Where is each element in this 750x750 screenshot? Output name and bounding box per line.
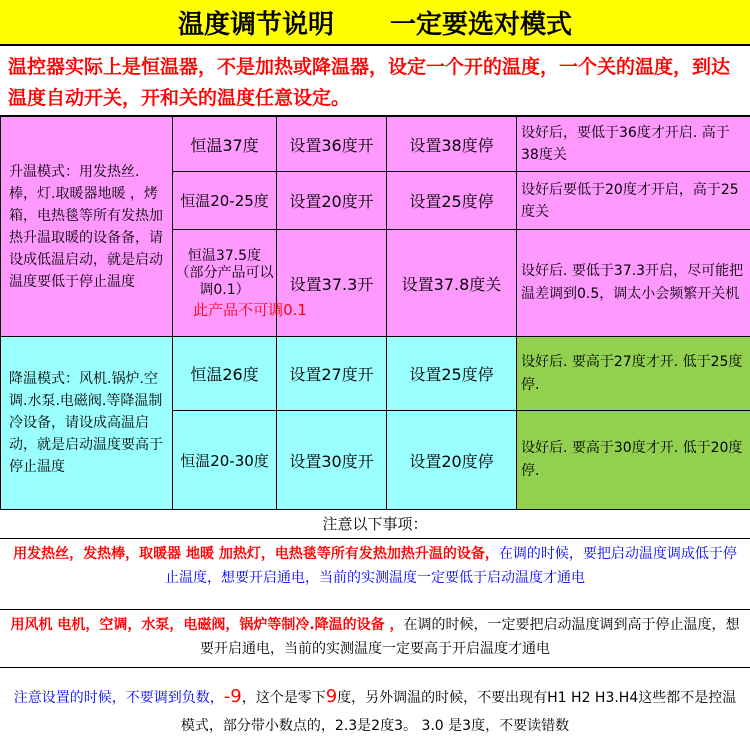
cooling-note: 设好后. 要高于27度才开. 低于25度停.: [517, 337, 750, 411]
heating-note: 设好后要低于20度才开启，高于25度关: [517, 172, 750, 230]
notice-setting-c: 度，另外调温的时候，不要出现有H1 H2 H3.H4这些都不是控温模式，部分带小数点的，2.3是2度3。 3.0 是3度，不要读错数: [180, 690, 737, 734]
intro-text: 温控器实际上是恒温器，不是加热或降温器，设定一个开的温度，一个关的温度，到达温度自动开关，开和关的温度任意设定。: [0, 48, 750, 116]
heating-on: 设置37.3开: [277, 230, 387, 337]
cooling-mode-description: 降温模式：风机.锅炉.空调.水泵.电磁阀.等降温制冷设备，请设成高温启动，就是启动温度要高于停止温度: [1, 337, 173, 510]
heating-target: 恒温20-25度: [173, 172, 277, 230]
precision-warning: 此产品不可调0.1: [193, 301, 307, 319]
heating-on: 设置36度开: [277, 117, 387, 172]
cooling-row-1: [1, 337, 750, 411]
notice-heading: 注意以下事项：: [0, 509, 750, 539]
cooling-target: 恒温20-30度: [173, 411, 277, 510]
title-right: 一定要选对模式: [390, 9, 573, 40]
page-title: [0, 0, 750, 46]
notice-cooling-devices: 用风机 电机，空调，水泵，电磁阀，锅炉等制冷.降温的设备 ，: [10, 617, 404, 633]
heating-target: 恒温37.5度（部分产品可以调0.1）: [175, 248, 274, 298]
cooling-on: 设置27度开: [277, 337, 387, 411]
cooling-on: 设置30度开: [277, 411, 387, 510]
heating-on: 设置20度开: [277, 172, 387, 230]
notice-setting-paragraph: [0, 680, 750, 744]
cooling-target: 恒温26度: [173, 337, 277, 411]
heating-off: 设置37.8度关: [387, 230, 517, 337]
heating-note: 设好后. 要低于37.3开启，尽可能把温差调到0.5，调太小会频繁开关机: [517, 230, 750, 337]
heating-target-cell: [173, 230, 307, 337]
heating-mode-description: 升温模式：用发热丝.棒，灯.取暖器地暖 ，烤箱，电热毯等所有发热加热升温取暖的设备备，请设成低温启动，就是启动温度要低于停止温度: [1, 117, 173, 337]
notice-setting-a: 注意设置的时候，不要调到负数，: [13, 690, 224, 706]
heating-row-1: [1, 117, 750, 172]
negative-example: -9: [223, 686, 242, 707]
notice-heating-devices: 用发热丝，发热棒，取暖器 地暖 加热灯，电热毯等所有发热加热升温的设备，: [13, 546, 499, 562]
settings-table: [0, 116, 750, 510]
notice-heating-paragraph: [0, 539, 750, 610]
heating-off: 设置38度停: [387, 117, 517, 172]
notice-cooling-instruction: 在调的时候，一定要把启动温度调到高于停止温度，想要开启通电，当前的实测温度一定要高于开启温度才通电: [200, 617, 740, 657]
notice-setting-b: ，这个是零下: [241, 690, 326, 706]
notice-heating-instruction: 在调的时候，要把启动温度调成低于停止温度，想要开启通电，当前的实测温度一定要低于启动温度才通电: [165, 546, 737, 586]
cooling-off: 设置20度停: [387, 411, 517, 510]
heating-note: 设好后，要低于36度才开启. 高于38度关: [517, 117, 750, 172]
notice-cooling-paragraph: [0, 610, 750, 668]
heating-target: 恒温37度: [173, 117, 277, 172]
cooling-note: 设好后. 要高于30度才开. 低于20度停.: [517, 411, 750, 510]
nine-example: 9: [325, 686, 338, 707]
cooling-off: 设置25度停: [387, 337, 517, 411]
heating-off: 设置25度停: [387, 172, 517, 230]
title-left: 温度调节说明: [177, 9, 334, 40]
